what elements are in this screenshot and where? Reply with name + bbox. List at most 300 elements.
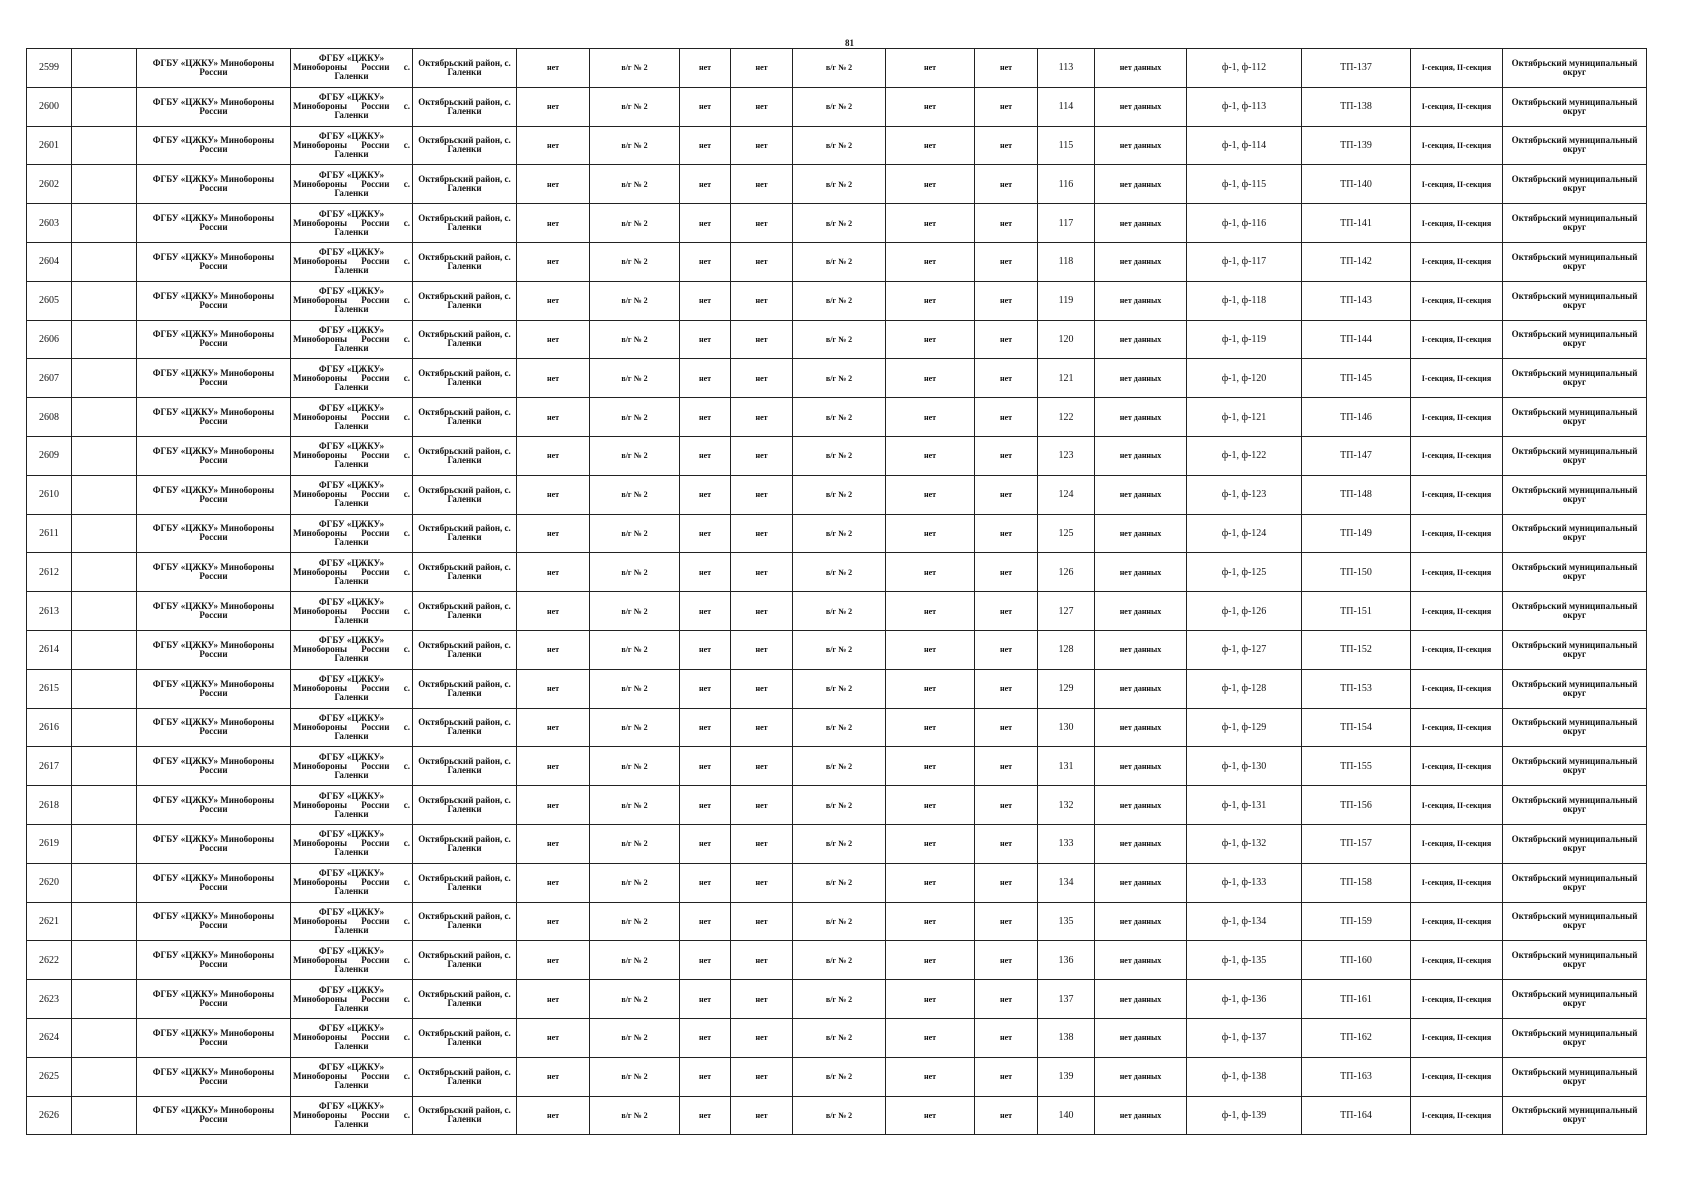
- owner-line: Минобороны России с.: [293, 877, 410, 888]
- sections-cell: I-секция, II-секция: [1411, 592, 1503, 631]
- location-cell: Октябрьский район, с. Галенки: [413, 87, 517, 126]
- owner-line: Галенки: [334, 498, 369, 509]
- owner-cell: [291, 786, 413, 825]
- substation-cell: ТП-163: [1302, 1057, 1411, 1096]
- object-number-cell: 115: [1038, 126, 1095, 165]
- water-cell: в/г № 2: [590, 1057, 680, 1096]
- empty-cell: [72, 242, 137, 281]
- status-cell: нет: [517, 49, 590, 88]
- owner-line: Галенки: [334, 265, 369, 276]
- owner-line: Галенки: [334, 692, 369, 703]
- water-cell: в/г № 2: [590, 204, 680, 243]
- substation-cell: ТП-148: [1302, 475, 1411, 514]
- substation-cell: ТП-147: [1302, 436, 1411, 475]
- owner-line: Галенки: [334, 963, 369, 974]
- owner-line: Галенки: [334, 653, 369, 664]
- row-number: 2607: [27, 359, 72, 398]
- table-row: [27, 1057, 1647, 1096]
- sections-cell: I-секция, II-секция: [1411, 902, 1503, 941]
- status-cell: нет: [975, 1096, 1038, 1135]
- empty-cell: [72, 49, 137, 88]
- row-number: 2620: [27, 863, 72, 902]
- municipality-cell: Октябрьский муниципальный округ: [1503, 592, 1647, 631]
- status-cell: нет: [731, 863, 793, 902]
- status-cell: нет: [975, 863, 1038, 902]
- sections-cell: I-секция, II-секция: [1411, 436, 1503, 475]
- feeder-cell: ф-1, ф-139: [1187, 1096, 1302, 1135]
- sections-cell: I-секция, II-секция: [1411, 708, 1503, 747]
- location-cell: Октябрьский район, с. Галенки: [413, 165, 517, 204]
- organization-cell: ФГБУ «ЦЖКУ» Минобороны России: [137, 708, 291, 747]
- location-cell: Октябрьский район, с. Галенки: [413, 126, 517, 165]
- location-cell: Октябрьский район, с. Галенки: [413, 514, 517, 553]
- row-number: 2599: [27, 49, 72, 88]
- water-cell: в/г № 2: [590, 863, 680, 902]
- status-cell: нет: [731, 1096, 793, 1135]
- no-data-cell: нет данных: [1095, 242, 1187, 281]
- feeder-cell: ф-1, ф-124: [1187, 514, 1302, 553]
- location-cell: Октябрьский район, с. Галенки: [413, 863, 517, 902]
- substation-cell: ТП-156: [1302, 786, 1411, 825]
- status-cell: нет: [975, 204, 1038, 243]
- owner-line: Галенки: [334, 1041, 369, 1052]
- organization-cell: ФГБУ «ЦЖКУ» Минобороны России: [137, 165, 291, 204]
- location-cell: Октябрьский район, с. Галенки: [413, 475, 517, 514]
- location-cell: Октябрьский район, с. Галенки: [413, 708, 517, 747]
- municipality-cell: Октябрьский муниципальный округ: [1503, 359, 1647, 398]
- owner-cell: [291, 902, 413, 941]
- sections-cell: I-секция, II-секция: [1411, 747, 1503, 786]
- status-cell: нет: [886, 398, 975, 437]
- no-data-cell: нет данных: [1095, 49, 1187, 88]
- sections-cell: I-секция, II-секция: [1411, 1057, 1503, 1096]
- row-number: 2622: [27, 941, 72, 980]
- organization-cell: ФГБУ «ЦЖКУ» Минобороны России: [137, 863, 291, 902]
- status-cell: нет: [517, 1018, 590, 1057]
- feeder-cell: ф-1, ф-128: [1187, 669, 1302, 708]
- owner-line: ФГБУ «ЦЖКУ»: [318, 518, 385, 529]
- object-number-cell: 140: [1038, 1096, 1095, 1135]
- status-cell: нет: [886, 630, 975, 669]
- status-cell: нет: [731, 436, 793, 475]
- status-cell: нет: [517, 1057, 590, 1096]
- location-cell: Октябрьский район, с. Галенки: [413, 320, 517, 359]
- status-cell: нет: [975, 747, 1038, 786]
- location-cell: Октябрьский район, с. Галенки: [413, 941, 517, 980]
- status-cell: нет: [680, 165, 731, 204]
- object-number-cell: 128: [1038, 630, 1095, 669]
- substation-cell: ТП-138: [1302, 87, 1411, 126]
- no-data-cell: нет данных: [1095, 863, 1187, 902]
- no-data-cell: нет данных: [1095, 786, 1187, 825]
- substation-cell: ТП-144: [1302, 320, 1411, 359]
- status-cell: нет: [886, 669, 975, 708]
- row-number: 2625: [27, 1057, 72, 1096]
- status-cell: нет: [975, 941, 1038, 980]
- feeder-cell: ф-1, ф-115: [1187, 165, 1302, 204]
- status-cell: нет: [975, 87, 1038, 126]
- owner-line: Минобороны России с.: [293, 1109, 410, 1120]
- organization-cell: ФГБУ «ЦЖКУ» Минобороны России: [137, 1018, 291, 1057]
- feeder-cell: ф-1, ф-117: [1187, 242, 1302, 281]
- municipality-cell: Октябрьский муниципальный округ: [1503, 1057, 1647, 1096]
- status-cell: нет: [680, 786, 731, 825]
- empty-cell: [72, 359, 137, 398]
- water-cell: в/г № 2: [793, 436, 886, 475]
- owner-line: Галенки: [334, 1002, 369, 1013]
- water-cell: в/г № 2: [793, 1096, 886, 1135]
- object-number-cell: 116: [1038, 165, 1095, 204]
- feeder-cell: ф-1, ф-123: [1187, 475, 1302, 514]
- status-cell: нет: [975, 475, 1038, 514]
- status-cell: нет: [975, 281, 1038, 320]
- owner-line: ФГБУ «ЦЖКУ»: [318, 596, 385, 607]
- object-number-cell: 121: [1038, 359, 1095, 398]
- substation-cell: ТП-151: [1302, 592, 1411, 631]
- municipality-cell: Октябрьский муниципальный округ: [1503, 242, 1647, 281]
- row-number: 2612: [27, 553, 72, 592]
- row-number: 2621: [27, 902, 72, 941]
- status-cell: нет: [517, 592, 590, 631]
- status-cell: нет: [517, 204, 590, 243]
- owner-line: Минобороны России с.: [293, 760, 410, 771]
- row-number: 2619: [27, 824, 72, 863]
- substation-cell: ТП-164: [1302, 1096, 1411, 1135]
- organization-cell: ФГБУ «ЦЖКУ» Минобороны России: [137, 824, 291, 863]
- substation-cell: ТП-137: [1302, 49, 1411, 88]
- status-cell: нет: [731, 204, 793, 243]
- feeder-cell: ф-1, ф-131: [1187, 786, 1302, 825]
- owner-line: Галенки: [334, 808, 369, 819]
- owner-cell: [291, 1018, 413, 1057]
- municipality-cell: Октябрьский муниципальный округ: [1503, 49, 1647, 88]
- status-cell: нет: [886, 863, 975, 902]
- owner-cell: [291, 49, 413, 88]
- status-cell: нет: [731, 553, 793, 592]
- table-row: [27, 747, 1647, 786]
- water-cell: в/г № 2: [793, 592, 886, 631]
- sections-cell: I-секция, II-секция: [1411, 863, 1503, 902]
- feeder-cell: ф-1, ф-130: [1187, 747, 1302, 786]
- empty-cell: [72, 126, 137, 165]
- status-cell: нет: [975, 320, 1038, 359]
- status-cell: нет: [731, 49, 793, 88]
- table-row: [27, 126, 1647, 165]
- no-data-cell: нет данных: [1095, 126, 1187, 165]
- row-number: 2610: [27, 475, 72, 514]
- owner-line: ФГБУ «ЦЖКУ»: [318, 324, 385, 335]
- row-number: 2605: [27, 281, 72, 320]
- water-cell: в/г № 2: [793, 980, 886, 1019]
- location-cell: Октябрьский район, с. Галенки: [413, 786, 517, 825]
- sections-cell: I-секция, II-секция: [1411, 514, 1503, 553]
- no-data-cell: нет данных: [1095, 902, 1187, 941]
- substation-cell: ТП-162: [1302, 1018, 1411, 1057]
- sections-cell: I-секция, II-секция: [1411, 87, 1503, 126]
- no-data-cell: нет данных: [1095, 592, 1187, 631]
- owner-line: Минобороны России с.: [293, 954, 410, 965]
- owner-line: ФГБУ «ЦЖКУ»: [318, 53, 385, 64]
- water-cell: в/г № 2: [793, 204, 886, 243]
- organization-cell: ФГБУ «ЦЖКУ» Минобороны России: [137, 941, 291, 980]
- status-cell: нет: [517, 165, 590, 204]
- location-cell: Октябрьский район, с. Галенки: [413, 592, 517, 631]
- water-cell: в/г № 2: [590, 1018, 680, 1057]
- water-cell: в/г № 2: [590, 592, 680, 631]
- owner-line: Минобороны России с.: [293, 838, 410, 849]
- owner-line: Галенки: [334, 459, 369, 470]
- water-cell: в/г № 2: [793, 1018, 886, 1057]
- feeder-cell: ф-1, ф-136: [1187, 980, 1302, 1019]
- status-cell: нет: [886, 126, 975, 165]
- status-cell: нет: [680, 126, 731, 165]
- registry-table: [26, 48, 1647, 1135]
- feeder-cell: ф-1, ф-138: [1187, 1057, 1302, 1096]
- status-cell: нет: [886, 902, 975, 941]
- substation-cell: ТП-161: [1302, 980, 1411, 1019]
- status-cell: нет: [680, 320, 731, 359]
- municipality-cell: Октябрьский муниципальный округ: [1503, 669, 1647, 708]
- location-cell: Октябрьский район, с. Галенки: [413, 242, 517, 281]
- water-cell: в/г № 2: [793, 514, 886, 553]
- row-number: 2602: [27, 165, 72, 204]
- status-cell: нет: [517, 359, 590, 398]
- feeder-cell: ф-1, ф-118: [1187, 281, 1302, 320]
- status-cell: нет: [680, 436, 731, 475]
- status-cell: нет: [517, 281, 590, 320]
- owner-line: ФГБУ «ЦЖКУ»: [318, 402, 385, 413]
- status-cell: нет: [517, 242, 590, 281]
- municipality-cell: Октябрьский муниципальный округ: [1503, 320, 1647, 359]
- status-cell: нет: [517, 320, 590, 359]
- status-cell: нет: [731, 902, 793, 941]
- row-number: 2600: [27, 87, 72, 126]
- no-data-cell: нет данных: [1095, 1018, 1187, 1057]
- substation-cell: ТП-146: [1302, 398, 1411, 437]
- sections-cell: I-секция, II-секция: [1411, 824, 1503, 863]
- status-cell: нет: [975, 786, 1038, 825]
- municipality-cell: Октябрьский муниципальный округ: [1503, 165, 1647, 204]
- organization-cell: ФГБУ «ЦЖКУ» Минобороны России: [137, 1096, 291, 1135]
- owner-line: ФГБУ «ЦЖКУ»: [318, 1100, 385, 1111]
- status-cell: нет: [886, 592, 975, 631]
- water-cell: в/г № 2: [590, 1096, 680, 1135]
- table-row: [27, 941, 1647, 980]
- empty-cell: [72, 204, 137, 243]
- municipality-cell: Октябрьский муниципальный округ: [1503, 630, 1647, 669]
- object-number-cell: 123: [1038, 436, 1095, 475]
- owner-cell: [291, 281, 413, 320]
- water-cell: в/г № 2: [590, 514, 680, 553]
- location-cell: Октябрьский район, с. Галенки: [413, 669, 517, 708]
- status-cell: нет: [680, 708, 731, 747]
- status-cell: нет: [731, 320, 793, 359]
- owner-cell: [291, 320, 413, 359]
- status-cell: нет: [731, 669, 793, 708]
- owner-line: Минобороны России с.: [293, 372, 410, 383]
- status-cell: нет: [680, 242, 731, 281]
- owner-line: ФГБУ «ЦЖКУ»: [318, 1062, 385, 1073]
- owner-line: Минобороны России с.: [293, 139, 410, 150]
- owner-line: ФГБУ «ЦЖКУ»: [318, 829, 385, 840]
- water-cell: в/г № 2: [793, 165, 886, 204]
- status-cell: нет: [731, 747, 793, 786]
- status-cell: нет: [975, 592, 1038, 631]
- feeder-cell: ф-1, ф-132: [1187, 824, 1302, 863]
- sections-cell: I-секция, II-секция: [1411, 49, 1503, 88]
- status-cell: нет: [886, 320, 975, 359]
- sections-cell: I-секция, II-секция: [1411, 359, 1503, 398]
- status-cell: нет: [886, 1057, 975, 1096]
- table-body: [27, 49, 1647, 1135]
- no-data-cell: нет данных: [1095, 669, 1187, 708]
- water-cell: в/г № 2: [793, 281, 886, 320]
- owner-line: Галенки: [334, 71, 369, 82]
- substation-cell: ТП-141: [1302, 204, 1411, 243]
- owner-line: Галенки: [334, 730, 369, 741]
- substation-cell: ТП-159: [1302, 902, 1411, 941]
- empty-cell: [72, 281, 137, 320]
- organization-cell: ФГБУ «ЦЖКУ» Минобороны России: [137, 204, 291, 243]
- object-number-cell: 124: [1038, 475, 1095, 514]
- no-data-cell: нет данных: [1095, 747, 1187, 786]
- table-row: [27, 669, 1647, 708]
- row-number: 2611: [27, 514, 72, 553]
- feeder-cell: ф-1, ф-122: [1187, 436, 1302, 475]
- location-cell: Октябрьский район, с. Галенки: [413, 747, 517, 786]
- object-number-cell: 120: [1038, 320, 1095, 359]
- row-number: 2603: [27, 204, 72, 243]
- municipality-cell: Октябрьский муниципальный округ: [1503, 514, 1647, 553]
- organization-cell: ФГБУ «ЦЖКУ» Минобороны России: [137, 1057, 291, 1096]
- object-number-cell: 119: [1038, 281, 1095, 320]
- status-cell: нет: [731, 514, 793, 553]
- status-cell: нет: [975, 1057, 1038, 1096]
- water-cell: в/г № 2: [590, 126, 680, 165]
- row-number: 2623: [27, 980, 72, 1019]
- status-cell: нет: [886, 708, 975, 747]
- municipality-cell: Октябрьский муниципальный округ: [1503, 708, 1647, 747]
- table-row: [27, 359, 1647, 398]
- object-number-cell: 117: [1038, 204, 1095, 243]
- owner-line: Минобороны России с.: [293, 411, 410, 422]
- table-row: [27, 824, 1647, 863]
- owner-line: Галенки: [334, 1118, 369, 1129]
- status-cell: нет: [680, 281, 731, 320]
- owner-cell: [291, 553, 413, 592]
- status-cell: нет: [886, 747, 975, 786]
- no-data-cell: нет данных: [1095, 941, 1187, 980]
- status-cell: нет: [731, 242, 793, 281]
- row-number: 2626: [27, 1096, 72, 1135]
- status-cell: нет: [517, 902, 590, 941]
- row-number: 2614: [27, 630, 72, 669]
- substation-cell: ТП-153: [1302, 669, 1411, 708]
- table-row: [27, 436, 1647, 475]
- status-cell: нет: [975, 49, 1038, 88]
- water-cell: в/г № 2: [590, 630, 680, 669]
- water-cell: в/г № 2: [793, 630, 886, 669]
- status-cell: нет: [975, 669, 1038, 708]
- status-cell: нет: [517, 514, 590, 553]
- object-number-cell: 126: [1038, 553, 1095, 592]
- status-cell: нет: [680, 902, 731, 941]
- row-number: 2616: [27, 708, 72, 747]
- status-cell: нет: [731, 165, 793, 204]
- feeder-cell: ф-1, ф-114: [1187, 126, 1302, 165]
- empty-cell: [72, 824, 137, 863]
- status-cell: нет: [731, 980, 793, 1019]
- no-data-cell: нет данных: [1095, 553, 1187, 592]
- status-cell: нет: [680, 980, 731, 1019]
- owner-cell: [291, 1057, 413, 1096]
- organization-cell: ФГБУ «ЦЖКУ» Минобороны России: [137, 436, 291, 475]
- status-cell: нет: [886, 436, 975, 475]
- location-cell: Октябрьский район, с. Галенки: [413, 553, 517, 592]
- no-data-cell: нет данных: [1095, 398, 1187, 437]
- owner-cell: [291, 980, 413, 1019]
- table-row: [27, 281, 1647, 320]
- status-cell: нет: [517, 980, 590, 1019]
- table-row: [27, 980, 1647, 1019]
- owner-line: ФГБУ «ЦЖКУ»: [318, 984, 385, 995]
- status-cell: нет: [975, 514, 1038, 553]
- owner-line: ФГБУ «ЦЖКУ»: [318, 712, 385, 723]
- owner-line: Минобороны России с.: [293, 295, 410, 306]
- substation-cell: ТП-160: [1302, 941, 1411, 980]
- object-number-cell: 135: [1038, 902, 1095, 941]
- owner-line: Галенки: [334, 575, 369, 586]
- feeder-cell: ф-1, ф-120: [1187, 359, 1302, 398]
- organization-cell: ФГБУ «ЦЖКУ» Минобороны России: [137, 553, 291, 592]
- location-cell: Октябрьский район, с. Галенки: [413, 1018, 517, 1057]
- row-number: 2609: [27, 436, 72, 475]
- water-cell: в/г № 2: [793, 747, 886, 786]
- row-number: 2613: [27, 592, 72, 631]
- owner-line: Минобороны России с.: [293, 217, 410, 228]
- water-cell: в/г № 2: [590, 786, 680, 825]
- location-cell: Октябрьский район, с. Галенки: [413, 359, 517, 398]
- empty-cell: [72, 592, 137, 631]
- status-cell: нет: [975, 630, 1038, 669]
- water-cell: в/г № 2: [590, 980, 680, 1019]
- table-row: [27, 49, 1647, 88]
- owner-line: Минобороны России с.: [293, 101, 410, 112]
- feeder-cell: ф-1, ф-116: [1187, 204, 1302, 243]
- status-cell: нет: [886, 1018, 975, 1057]
- empty-cell: [72, 87, 137, 126]
- status-cell: нет: [680, 87, 731, 126]
- location-cell: Октябрьский район, с. Галенки: [413, 204, 517, 243]
- water-cell: в/г № 2: [793, 126, 886, 165]
- water-cell: в/г № 2: [793, 87, 886, 126]
- status-cell: нет: [731, 592, 793, 631]
- status-cell: нет: [731, 398, 793, 437]
- owner-cell: [291, 708, 413, 747]
- table-row: [27, 165, 1647, 204]
- object-number-cell: 125: [1038, 514, 1095, 553]
- sections-cell: I-секция, II-секция: [1411, 941, 1503, 980]
- status-cell: нет: [731, 359, 793, 398]
- status-cell: нет: [975, 359, 1038, 398]
- water-cell: в/г № 2: [590, 398, 680, 437]
- object-number-cell: 133: [1038, 824, 1095, 863]
- sections-cell: I-секция, II-секция: [1411, 630, 1503, 669]
- organization-cell: ФГБУ «ЦЖКУ» Минобороны России: [137, 475, 291, 514]
- status-cell: нет: [517, 475, 590, 514]
- substation-cell: ТП-142: [1302, 242, 1411, 281]
- location-cell: Октябрьский район, с. Галенки: [413, 1057, 517, 1096]
